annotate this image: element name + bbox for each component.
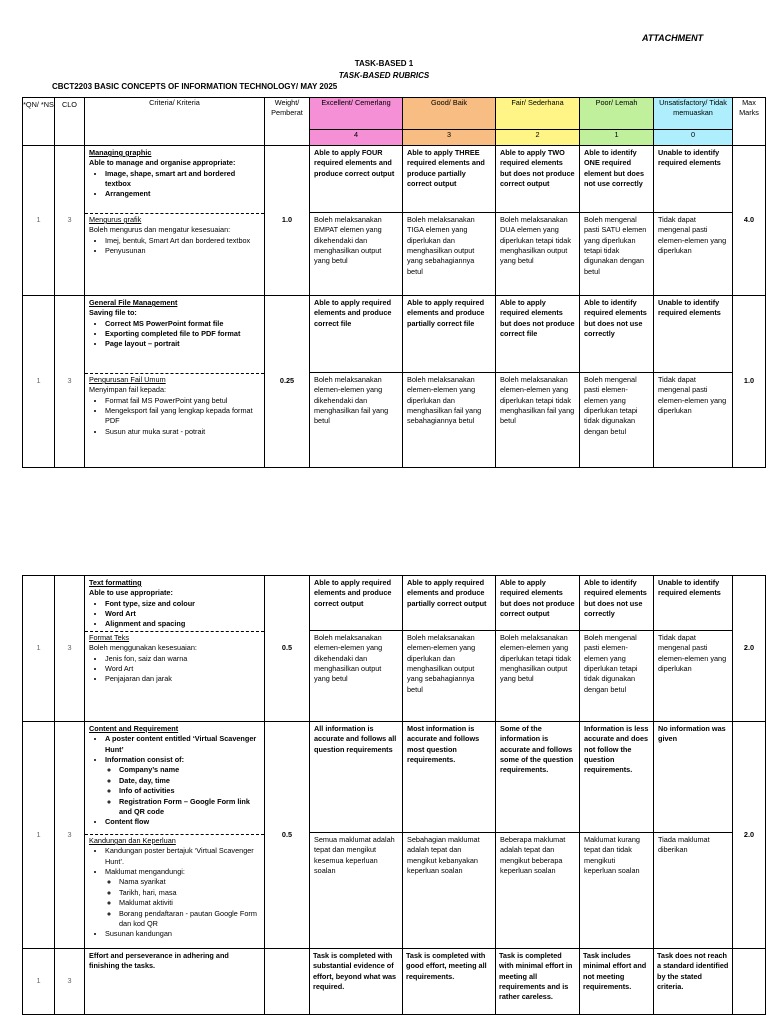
criteria-item: • Arrangement bbox=[105, 189, 261, 199]
score-good: 3 bbox=[403, 130, 496, 146]
score-unsatisfactory: 0 bbox=[654, 130, 733, 146]
criteria-title-ms: Mengurus grafik bbox=[89, 215, 142, 224]
rubric-table-2 bbox=[22, 575, 766, 1015]
header-poor: Poor/ Lemah bbox=[580, 98, 654, 130]
course-title: CBCT2203 BASIC CONCEPTS OF INFORMATION TECHNOLOGY/ MAY 2025 bbox=[52, 82, 338, 91]
header-weight: Weight/ Pemberat bbox=[265, 98, 310, 146]
criteria-subitem: ◦ Info of activities bbox=[119, 786, 261, 796]
poor-cell: Able to identify required elements but does not use correctly Boleh mengenal pasti elemen-elemen yang diperlukan tetapi tidak digunakan dengan betul bbox=[580, 576, 654, 722]
criteria-item-ms: • Maklumat mengandungi: ◦ Nama syarikat ◦ Tarikh, hari, masa ◦ Maklumat aktiviti ◦ Borang pendaftaran - pautan Google Form dan kod QR bbox=[105, 867, 261, 929]
unsatisfactory-cell: Unable to identify required elements Tidak dapat mengenal pasti elemen-elemen yang diperlukan bbox=[654, 146, 733, 296]
criteria-lead-ms: Boleh mengurus dan mengatur kesesuaian: bbox=[89, 225, 231, 235]
header-good: Good/ Baik bbox=[403, 98, 496, 130]
fair-cell: Able to apply required elements but does not produce correct output Boleh melaksanakan elemen-elemen yang diperlukan tetapi tidak menghasilkan output yang betul bbox=[496, 576, 580, 722]
max-marks-cell bbox=[733, 949, 766, 1015]
header-max-marks: Max Marks bbox=[733, 98, 766, 146]
criteria-cell bbox=[85, 146, 265, 296]
criteria-cell bbox=[85, 722, 265, 949]
criteria-cell bbox=[85, 576, 265, 722]
header-qn: *QN/ *NS bbox=[23, 98, 55, 146]
criteria-item: • Correct MS PowerPoint format file bbox=[105, 319, 261, 329]
excellent-cell: Able to apply required elements and produce correct file Boleh melaksanakan elemen-elemen yang dikehendaki dan menghasilkan fail yang betul bbox=[310, 296, 403, 468]
score-fair: 2 bbox=[496, 130, 580, 146]
criteria-lead-ms: Menyimpan fail kepada: bbox=[89, 385, 167, 395]
fair-cell: Task is completed with minimal effort in meeting all requirements and is rather careless. bbox=[496, 949, 580, 1015]
weight-cell: 0.5 bbox=[265, 722, 310, 949]
criteria-title: General File Management bbox=[89, 298, 178, 307]
criteria-item: • Information consist of: ◦ Company’s name ◦ Date, day, time ◦ Info of activities ◦ Registration Form – Google Form link and QR code bbox=[105, 755, 261, 817]
criteria-item: • Word Art bbox=[105, 609, 261, 619]
criteria-subitem: ◦ Registration Form – Google Form link and QR code bbox=[119, 797, 261, 818]
weight-cell bbox=[265, 949, 310, 1015]
criteria-subitem-ms: ◦ Tarikh, hari, masa bbox=[119, 888, 261, 898]
criteria-cell bbox=[85, 949, 265, 1015]
clo-cell: 3 bbox=[55, 722, 85, 949]
excellent-cell: Able to apply FOUR required elements and produce correct output Boleh melaksanakan EMPAT elemen yang dikehendaki dan menghasilkan output yang betul bbox=[310, 146, 403, 296]
rubric-row bbox=[23, 296, 766, 468]
header-unsatisfactory: Unsatisfactory/ Tidak memuaskan bbox=[654, 98, 733, 130]
criteria-title-ms: Format Teks bbox=[89, 633, 130, 642]
document-title: TASK-BASED 1 bbox=[354, 59, 414, 68]
weight-cell: 1.0 bbox=[265, 146, 310, 296]
rubric-table-1 bbox=[22, 97, 766, 468]
clo-cell: 3 bbox=[55, 296, 85, 468]
clo-cell: 3 bbox=[55, 949, 85, 1015]
criteria-title: Content and Requirement bbox=[89, 724, 179, 733]
criteria-item-ms: • Susun atur muka surat - potrait bbox=[105, 427, 261, 437]
poor-cell: Task includes minimal effort and not meeting requirements. bbox=[580, 949, 654, 1015]
criteria-item-ms: • Mengeksport fail yang lengkap kepada format PDF bbox=[105, 406, 261, 427]
poor-cell: Information is less accurate and does not follow the question requirements. Maklumat kurang tepat dan tidak mengikuti keperluan soalan bbox=[580, 722, 654, 949]
qn-cell: 1 bbox=[23, 146, 55, 296]
criteria-item: • Content flow bbox=[105, 817, 261, 827]
criteria-item-ms: • Kandungan poster bertajuk ‘Virtual Scavenger Hunt’. bbox=[105, 846, 261, 867]
rubric-row bbox=[23, 146, 766, 296]
criteria-item: • Page layout – portrait bbox=[105, 339, 261, 349]
excellent-cell: Task is completed with substantial evidence of effort, beyond what was required. bbox=[310, 949, 403, 1015]
qn-cell: 1 bbox=[23, 949, 55, 1015]
qn-cell: 1 bbox=[23, 576, 55, 722]
unsatisfactory-cell: Task does not reach a standard identified by the stated criteria. bbox=[654, 949, 733, 1015]
score-poor: 1 bbox=[580, 130, 654, 146]
criteria-subitem-ms: ◦ Maklumat aktiviti bbox=[119, 898, 261, 908]
poor-cell: Able to identify ONE required element but does not use correctly Boleh mengenal pasti SATU elemen yang diperlukan tetapi tidak digunakan dengan betul bbox=[580, 146, 654, 296]
criteria-item: • A poster content entitled ‘Virtual Scavenger Hunt’ bbox=[105, 734, 261, 755]
criteria-item-ms: • Format fail MS PowerPoint yang betul bbox=[105, 396, 261, 406]
criteria-cell bbox=[85, 296, 265, 468]
max-marks-cell: 2.0 bbox=[733, 576, 766, 722]
criteria-lead: Effort and perseverance in adhering and finishing the tasks. bbox=[89, 951, 229, 971]
criteria-item-ms: • Word Art bbox=[105, 664, 261, 674]
criteria-title-ms: Pengurusan Fail Umum bbox=[89, 375, 166, 384]
criteria-lead: Saving file to: bbox=[89, 308, 137, 318]
excellent-cell: All information is accurate and follows all question requirements Semua maklumat adalah tepat dan mengikut kesemua keperluan soalan bbox=[310, 722, 403, 949]
criteria-item-ms: • Imej, bentuk, Smart Art dan bordered textbox bbox=[105, 236, 261, 246]
attachment-label: ATTACHMENT bbox=[642, 33, 704, 43]
fair-cell: Able to apply TWO required elements but does not produce correct output Boleh melaksanakan DUA elemen yang diperlukan tetapi tidak menghasilkan output yang betul bbox=[496, 146, 580, 296]
clo-cell: 3 bbox=[55, 576, 85, 722]
header-excellent: Excellent/ Cemerlang bbox=[310, 98, 403, 130]
rubric-row bbox=[23, 949, 766, 1015]
qn-cell: 1 bbox=[23, 296, 55, 468]
fair-cell: Some of the information is accurate and follows some of the question requirements. Beberapa maklumat adalah tepat dan mengikut beberapa keperluan soalan bbox=[496, 722, 580, 949]
header-criteria: Criteria/ Kriteria bbox=[85, 98, 265, 146]
criteria-subitem-ms: ◦ Borang pendaftaran - pautan Google Form dan kod QR bbox=[119, 909, 261, 930]
header-fair: Fair/ Sederhana bbox=[496, 98, 580, 130]
criteria-item-ms: • Jenis fon, saiz dan warna bbox=[105, 654, 261, 664]
criteria-item: • Image, shape, smart art and bordered textbox bbox=[105, 169, 261, 190]
weight-cell: 0.25 bbox=[265, 296, 310, 468]
max-marks-cell: 1.0 bbox=[733, 296, 766, 468]
clo-cell: 3 bbox=[55, 146, 85, 296]
max-marks-cell: 4.0 bbox=[733, 146, 766, 296]
poor-cell: Able to identify required elements but does not use correctly Boleh mengenal pasti elemen-elemen yang diperlukan tetapi tidak digunakan dengan betul bbox=[580, 296, 654, 468]
good-cell: Able to apply required elements and produce partially correct file Boleh melaksanakan elemen-elemen yang diperlukan dan menghasilkan fail yang sebahagiannya betul bbox=[403, 296, 496, 468]
criteria-item-ms: • Penyusunan bbox=[105, 246, 261, 256]
unsatisfactory-cell: Unable to identify required elements Tidak dapat mengenal pasti elemen-elemen yang diperlukan bbox=[654, 576, 733, 722]
rubric-row bbox=[23, 722, 766, 949]
score-excellent: 4 bbox=[310, 130, 403, 146]
unsatisfactory-cell: Unable to identify required elements Tidak dapat mengenal pasti elemen-elemen yang diperlukan bbox=[654, 296, 733, 468]
good-cell: Able to apply THREE required elements and produce partially correct output Boleh melaksanakan TIGA elemen yang diperlukan dan menghasilkan output yang sebahagiannya betul bbox=[403, 146, 496, 296]
criteria-lead-ms: Boleh menggunakan kesesuaian: bbox=[89, 643, 197, 653]
criteria-subitem-ms: ◦ Nama syarikat bbox=[119, 877, 261, 887]
weight-cell: 0.5 bbox=[265, 576, 310, 722]
criteria-lead: Able to use appropriate: bbox=[89, 588, 173, 598]
criteria-subitem: ◦ Company’s name bbox=[119, 765, 261, 775]
good-cell: Task is completed with good effort, meeting all requirements. bbox=[403, 949, 496, 1015]
header-clo: CLO bbox=[55, 98, 85, 146]
criteria-title: Managing graphic bbox=[89, 148, 152, 157]
criteria-item-ms: • Penjajaran dan jarak bbox=[105, 674, 261, 684]
criteria-item: • Alignment and spacing bbox=[105, 619, 261, 629]
max-marks-cell: 2.0 bbox=[733, 722, 766, 949]
fair-cell: Able to apply required elements but does not produce correct file Boleh melaksanakan elemen-elemen yang diperlukan tetapi tidak menghasilkan fail yang betul bbox=[496, 296, 580, 468]
qn-cell: 1 bbox=[23, 722, 55, 949]
criteria-title-ms: Kandungan dan Keperluan bbox=[89, 836, 176, 845]
criteria-item: • Font type, size and colour bbox=[105, 599, 261, 609]
rubric-row bbox=[23, 576, 766, 722]
criteria-item: • Exporting completed file to PDF format bbox=[105, 329, 261, 339]
criteria-title: Text formatting bbox=[89, 578, 142, 587]
good-cell: Able to apply required elements and produce partially correct output Boleh melaksanakan elemen-elemen yang diperlukan dan menghasilkan output yang sebahagiannya betul bbox=[403, 576, 496, 722]
document-subtitle: TASK-BASED RUBRICS bbox=[338, 71, 430, 80]
excellent-cell: Able to apply required elements and produce correct output Boleh melaksanakan elemen-elemen yang dikehendaki dan menghasilkan output yang betul bbox=[310, 576, 403, 722]
good-cell: Most information is accurate and follows most question requirements. Sebahagian maklumat adalah tepat dan mengikut kebanyakan keperluan soalan bbox=[403, 722, 496, 949]
unsatisfactory-cell: No information was given Tiada maklumat diberikan bbox=[654, 722, 733, 949]
criteria-item-ms: • Susunan kandungan bbox=[105, 929, 261, 939]
criteria-lead: Able to manage and organise appropriate: bbox=[89, 158, 236, 168]
criteria-subitem: ◦ Date, day, time bbox=[119, 776, 261, 786]
